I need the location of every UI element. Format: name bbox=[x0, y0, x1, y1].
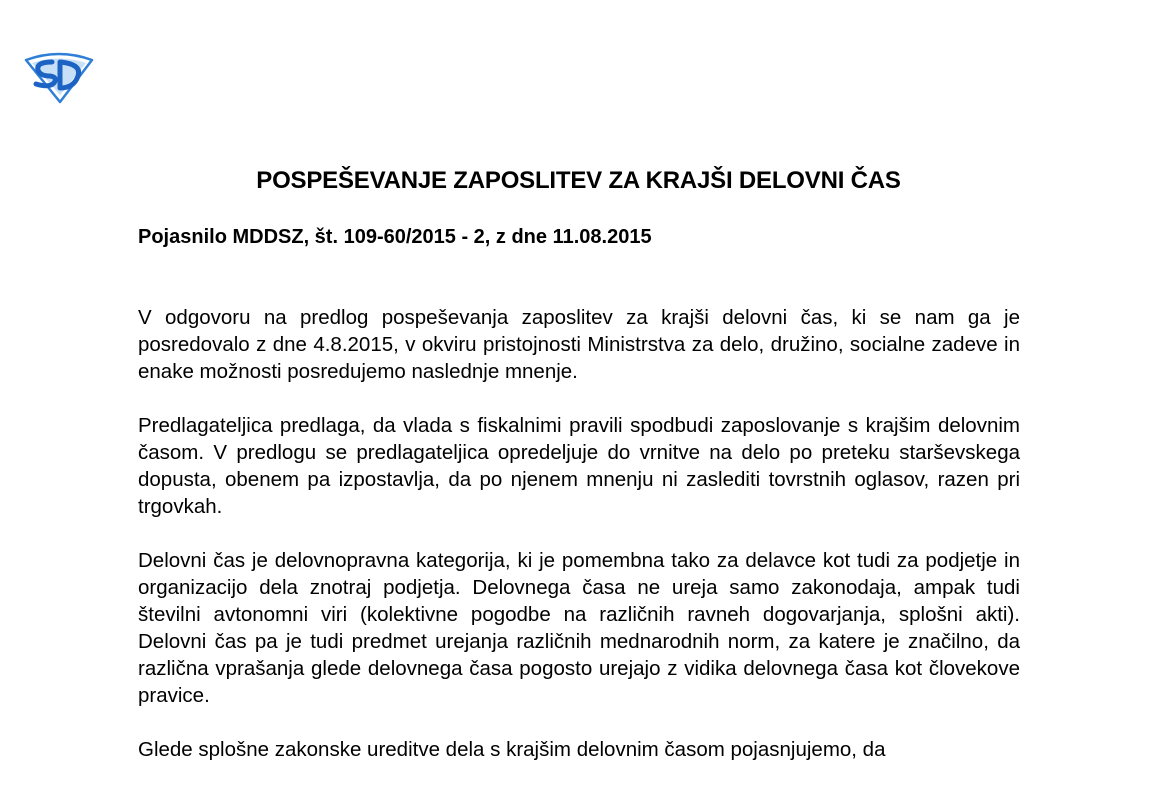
document-title: POSPEŠEVANJE ZAPOSLITEV ZA KRAJŠI DELOVNI ČAS bbox=[256, 167, 901, 194]
sd-logo-icon bbox=[22, 50, 96, 104]
paragraph: V odgovoru na predlog pospeševanja zaposlitev za krajši delovni čas, ki se nam ga je posredovalo z dne 4.8.2015, v okviru pristojnosti Ministrstva za delo, družino, socialne zadeve in enake možnosti posredujemo naslednje mnenje. bbox=[138, 306, 1020, 383]
paragraph: Predlagateljica predlaga, da vlada s fiskalnimi pravili spodbudi zaposlovanje s krajšim delovnim časom. V predlogu se predlagateljica opredeljuje do vrnitve na delo po preteku starševskega dopusta, obenem pa izpostavlja, da po njenem mnenju ni zaslediti tovrstnih oglasov, razen pri trgovkah. bbox=[138, 414, 1020, 518]
document-subtitle: Pojasnilo MDDSZ, št. 109-60/2015 - 2, z dne 11.08.2015 bbox=[138, 226, 652, 248]
document-body bbox=[138, 304, 1020, 790]
paragraph: Glede splošne zakonske ureditve dela s krajšim delovnim časom pojasnjujemo, da bbox=[138, 738, 886, 761]
paragraph: Delovni čas je delovnopravna kategorija, ki je pomembna tako za delavce kot tudi za podjetje in organizacijo dela znotraj podjetja. Delovnega časa ne ureja samo zakonodaja, ampak tudi številni avtonomni viri (kolektivne pogodbe na različnih ravneh dogovarjanja, splošni akti). Delovni čas pa je tudi predmet urejanja različnih mednarodnih norm, za katere je značilno, da različna vprašanja glede delovnega časa pogosto urejajo z vidika delovnega časa kot človekove pravice. bbox=[138, 549, 1020, 707]
